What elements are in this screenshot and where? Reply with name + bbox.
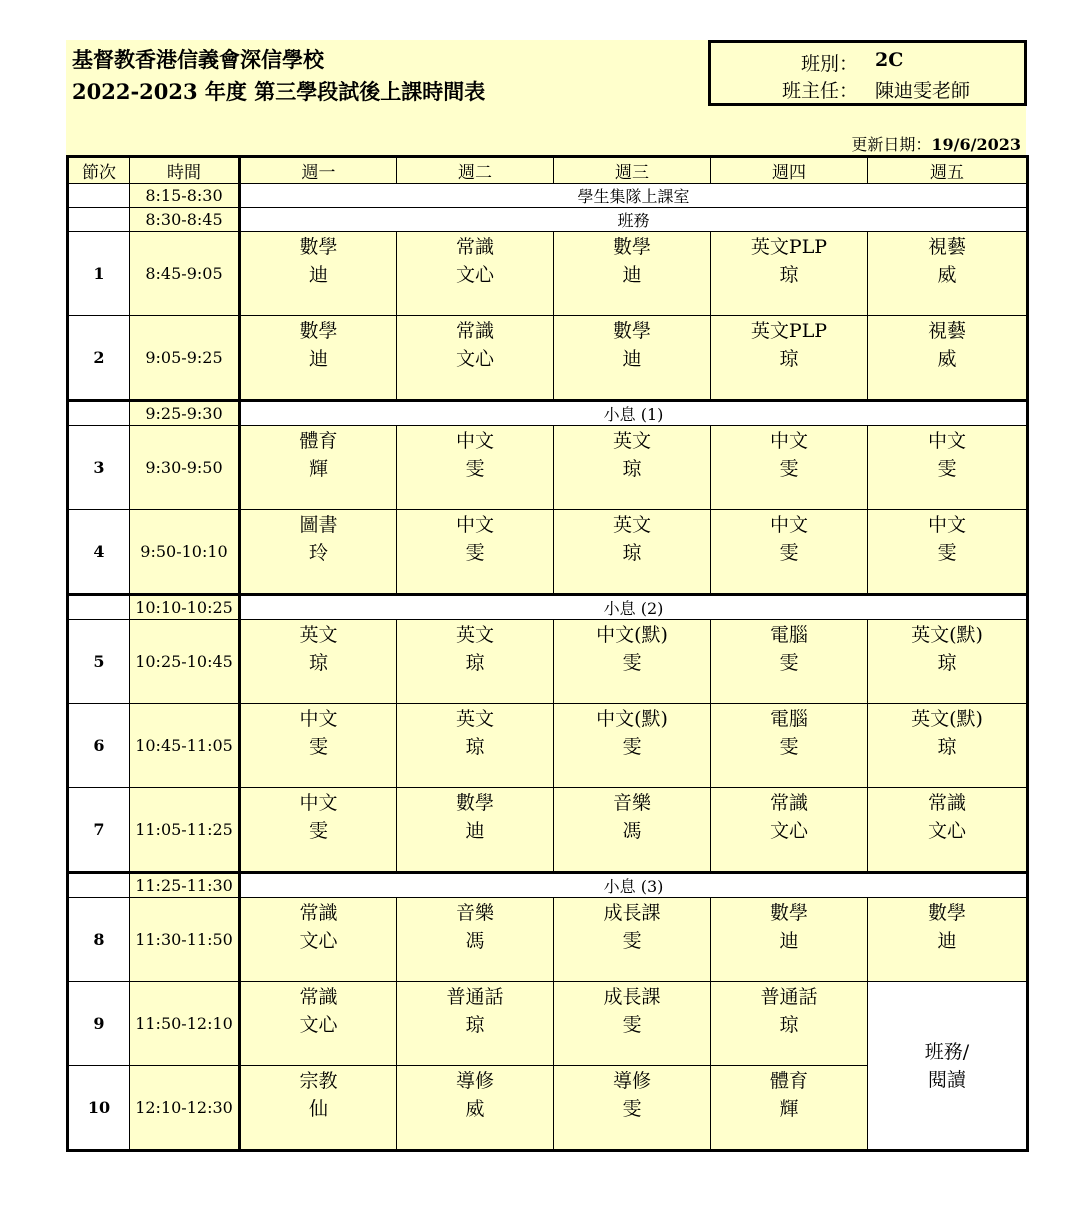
subject-name: 英文 — [455, 708, 494, 730]
lesson-cell — [711, 232, 868, 316]
teacher-name: 雯 — [622, 652, 642, 674]
break-label: 小息 (3) — [240, 873, 1028, 898]
subject-name: 數學 — [769, 902, 808, 924]
teacher-name: 琼 — [779, 1014, 799, 1036]
merged-line-2: 閱讀 — [927, 1068, 966, 1091]
lesson-cell — [868, 704, 1028, 788]
teacher-name: 琼 — [779, 264, 799, 286]
teacher-name: 輝 — [308, 458, 328, 480]
subject-name: 電腦 — [769, 708, 808, 730]
subject-name: 導修 — [612, 1070, 651, 1092]
subject-name: 數學 — [299, 236, 338, 258]
break-label: 小息 (2) — [240, 595, 1028, 620]
subject-name: 常識 — [769, 792, 808, 814]
subject-name: 數學 — [927, 902, 966, 924]
update-date-value: 19/6/2023 — [931, 135, 1021, 154]
teacher-name: 迪 — [622, 264, 642, 286]
lesson-cell — [397, 788, 554, 873]
teacher-name: 威 — [937, 348, 957, 370]
lesson-row — [68, 620, 1028, 704]
lesson-cell — [554, 510, 711, 595]
teacher-name: 文心 — [455, 264, 494, 286]
subject-name: 常識 — [455, 320, 494, 342]
teacher-label: 班主任： — [781, 80, 858, 102]
break-label: 班務 — [240, 208, 1028, 232]
lesson-cell — [397, 704, 554, 788]
period-number: 2 — [68, 316, 130, 401]
teacher-name: 琼 — [937, 736, 957, 758]
subject-name: 中文 — [455, 514, 494, 536]
break-label: 小息 (1) — [240, 401, 1028, 426]
teacher-name: 琼 — [465, 1014, 485, 1036]
lesson-cell — [554, 232, 711, 316]
subject-name: 體育 — [299, 430, 338, 452]
teacher-name: 迪 — [779, 930, 799, 952]
teacher-name: 文心 — [299, 1014, 338, 1036]
teacher-name: 迪 — [465, 820, 485, 842]
subject-name: 普通話 — [446, 986, 504, 1008]
subject-name: 英文PLP — [750, 236, 828, 258]
teacher-name: 雯 — [622, 1014, 642, 1036]
lesson-cell — [711, 510, 868, 595]
lesson-cell — [240, 1066, 397, 1151]
lesson-cell — [554, 982, 711, 1066]
period-number: 7 — [68, 788, 130, 873]
period-cell-empty — [68, 873, 130, 898]
time-cell: 9:05-9:25 — [130, 316, 240, 401]
subject-name: 成長課 — [603, 986, 661, 1008]
period-cell-empty — [68, 595, 130, 620]
teacher-name: 雯 — [308, 736, 328, 758]
subject-name: 數學 — [612, 236, 651, 258]
subject-name: 音樂 — [612, 792, 651, 814]
subject-name: 數學 — [455, 792, 494, 814]
lesson-cell — [711, 1066, 868, 1151]
teacher-name: 雯 — [622, 930, 642, 952]
time-cell: 9:30-9:50 — [130, 426, 240, 510]
lesson-row — [68, 982, 1028, 1066]
teacher-name: 玲 — [308, 542, 328, 564]
period-cell-empty — [68, 184, 130, 208]
teacher-name: 琼 — [937, 652, 957, 674]
subject-name: 常識 — [299, 902, 338, 924]
time-cell: 8:45-9:05 — [130, 232, 240, 316]
break-row — [68, 208, 1028, 232]
teacher-name: 文心 — [455, 348, 494, 370]
column-header: 週一 — [240, 157, 397, 184]
subject-name: 常識 — [299, 986, 338, 1008]
teacher-name: 威 — [465, 1098, 485, 1120]
time-cell: 8:30-8:45 — [130, 208, 240, 232]
teacher-name: 文心 — [769, 820, 808, 842]
lesson-cell — [397, 620, 554, 704]
teacher-name: 威 — [937, 264, 957, 286]
lesson-cell — [240, 788, 397, 873]
subject-name: 中文 — [455, 430, 494, 452]
subject-name: 中文 — [927, 430, 966, 452]
lesson-cell — [554, 1066, 711, 1151]
time-cell: 11:25-11:30 — [130, 873, 240, 898]
teacher-name: 雯 — [622, 736, 642, 758]
lesson-cell — [868, 898, 1028, 982]
subject-name: 常識 — [455, 236, 494, 258]
lesson-cell — [711, 898, 868, 982]
subject-name: 中文 — [299, 708, 338, 730]
teacher-name: 琼 — [779, 348, 799, 370]
lesson-cell — [240, 982, 397, 1066]
subject-name: 音樂 — [455, 902, 494, 924]
lesson-cell — [397, 316, 554, 401]
class-value: 2C — [875, 49, 904, 71]
lesson-cell — [711, 982, 868, 1066]
merged-line-1: 班務/ — [924, 1040, 970, 1063]
lesson-cell — [868, 620, 1028, 704]
lesson-row — [68, 426, 1028, 510]
subject-name: 英文PLP — [750, 320, 828, 342]
teacher-name: 雯 — [465, 542, 485, 564]
teacher-name: 馮 — [622, 820, 642, 842]
lesson-cell — [711, 704, 868, 788]
lesson-cell — [397, 510, 554, 595]
lesson-row — [68, 510, 1028, 595]
teacher-name: 琼 — [465, 652, 485, 674]
lesson-cell — [397, 1066, 554, 1151]
subject-name: 中文 — [769, 514, 808, 536]
lesson-cell — [397, 232, 554, 316]
column-header: 週五 — [868, 157, 1028, 184]
timetable-body — [68, 184, 1028, 1151]
teacher-name: 雯 — [465, 458, 485, 480]
teacher-name: 琼 — [465, 736, 485, 758]
subject-name: 英文(默) — [911, 708, 983, 730]
subject-name: 導修 — [455, 1070, 494, 1092]
subject-name: 英文(默) — [911, 624, 983, 646]
lesson-cell — [554, 704, 711, 788]
time-cell: 11:05-11:25 — [130, 788, 240, 873]
lesson-cell — [554, 620, 711, 704]
lesson-cell — [868, 510, 1028, 595]
subject-name: 體育 — [769, 1070, 808, 1092]
time-cell: 8:15-8:30 — [130, 184, 240, 208]
lesson-cell — [868, 232, 1028, 316]
lesson-cell — [554, 426, 711, 510]
break-row — [68, 184, 1028, 208]
subject-name: 中文 — [299, 792, 338, 814]
column-header: 週二 — [397, 157, 554, 184]
lesson-cell — [240, 426, 397, 510]
time-cell: 12:10-12:30 — [130, 1066, 240, 1151]
lesson-cell — [868, 426, 1028, 510]
lesson-cell — [240, 898, 397, 982]
lesson-row — [68, 898, 1028, 982]
subject-name: 數學 — [612, 320, 651, 342]
merged-friday-cell — [868, 982, 1028, 1151]
teacher-name: 文心 — [927, 820, 966, 842]
period-number: 6 — [68, 704, 130, 788]
teacher-name: 雯 — [779, 736, 799, 758]
teacher-name: 迪 — [937, 930, 957, 952]
teacher-name: 迪 — [622, 348, 642, 370]
time-cell: 11:30-11:50 — [130, 898, 240, 982]
period-number: 3 — [68, 426, 130, 510]
break-row — [68, 595, 1028, 620]
teacher-name: 迪 — [308, 264, 328, 286]
subject-name: 電腦 — [769, 624, 808, 646]
column-header: 週三 — [554, 157, 711, 184]
time-cell: 10:25-10:45 — [130, 620, 240, 704]
subject-name: 視藝 — [927, 236, 966, 258]
lesson-cell — [240, 232, 397, 316]
subject-name: 中文(默) — [596, 624, 668, 646]
timetable-title: 2022-2023 年度 第三學段試後上課時間表 — [72, 79, 486, 104]
lesson-cell — [711, 620, 868, 704]
period-cell-empty — [68, 401, 130, 426]
subject-name: 中文 — [769, 430, 808, 452]
period-number: 4 — [68, 510, 130, 595]
teacher-name: 輝 — [779, 1098, 799, 1120]
lesson-cell — [554, 788, 711, 873]
teacher-name: 仙 — [308, 1098, 328, 1120]
teacher-value: 陳迪雯老師 — [875, 80, 971, 102]
lesson-cell — [711, 316, 868, 401]
lesson-cell — [868, 316, 1028, 401]
lesson-row — [68, 788, 1028, 873]
teacher-name: 雯 — [308, 820, 328, 842]
update-date — [851, 132, 1021, 155]
subject-name: 英文 — [455, 624, 494, 646]
lesson-cell — [397, 982, 554, 1066]
teacher-name: 迪 — [308, 348, 328, 370]
break-label: 學生集隊上課室 — [240, 184, 1028, 208]
period-number: 1 — [68, 232, 130, 316]
column-header: 時間 — [130, 157, 240, 184]
time-cell: 10:10-10:25 — [130, 595, 240, 620]
time-cell: 9:25-9:30 — [130, 401, 240, 426]
teacher-name: 文心 — [299, 930, 338, 952]
subject-name: 視藝 — [927, 320, 966, 342]
class-info-box — [708, 40, 1027, 106]
lesson-row — [68, 316, 1028, 401]
teacher-name: 雯 — [937, 542, 957, 564]
lesson-cell — [240, 510, 397, 595]
teacher-name: 雯 — [779, 542, 799, 564]
subject-name: 宗教 — [299, 1070, 338, 1092]
subject-name: 普通話 — [760, 986, 818, 1008]
header-row — [68, 157, 1028, 184]
column-header: 節次 — [68, 157, 130, 184]
lesson-cell — [554, 898, 711, 982]
break-row — [68, 401, 1028, 426]
time-cell: 10:45-11:05 — [130, 704, 240, 788]
lesson-cell — [240, 316, 397, 401]
subject-name: 英文 — [612, 514, 651, 536]
lesson-cell — [711, 788, 868, 873]
break-row — [68, 873, 1028, 898]
subject-name: 中文 — [927, 514, 966, 536]
lesson-cell — [554, 316, 711, 401]
lesson-cell — [397, 426, 554, 510]
time-cell: 9:50-10:10 — [130, 510, 240, 595]
timetable — [66, 155, 1029, 1152]
period-number: 9 — [68, 982, 130, 1066]
teacher-name: 琼 — [622, 458, 642, 480]
period-number: 10 — [68, 1066, 130, 1151]
lesson-cell — [240, 620, 397, 704]
subject-name: 英文 — [612, 430, 651, 452]
subject-name: 中文(默) — [596, 708, 668, 730]
class-label: 班別： — [800, 53, 858, 75]
period-number: 8 — [68, 898, 130, 982]
lesson-cell — [711, 426, 868, 510]
teacher-name: 雯 — [937, 458, 957, 480]
teacher-name: 琼 — [622, 542, 642, 564]
lesson-cell — [868, 788, 1028, 873]
column-header: 週四 — [711, 157, 868, 184]
time-cell: 11:50-12:10 — [130, 982, 240, 1066]
lesson-row — [68, 704, 1028, 788]
teacher-name: 雯 — [779, 458, 799, 480]
subject-name: 數學 — [299, 320, 338, 342]
teacher-name: 雯 — [622, 1098, 642, 1120]
teacher-name: 馮 — [465, 930, 485, 952]
period-number: 5 — [68, 620, 130, 704]
update-date-label: 更新日期： — [851, 135, 932, 154]
school-name: 基督教香港信義會深信學校 — [72, 47, 324, 72]
subject-name: 英文 — [299, 624, 338, 646]
period-cell-empty — [68, 208, 130, 232]
lesson-row — [68, 232, 1028, 316]
subject-name: 成長課 — [603, 902, 661, 924]
lesson-cell — [397, 898, 554, 982]
teacher-name: 琼 — [308, 652, 328, 674]
subject-name: 常識 — [927, 792, 966, 814]
teacher-name: 雯 — [779, 652, 799, 674]
lesson-cell — [240, 704, 397, 788]
subject-name: 圖書 — [299, 514, 338, 536]
